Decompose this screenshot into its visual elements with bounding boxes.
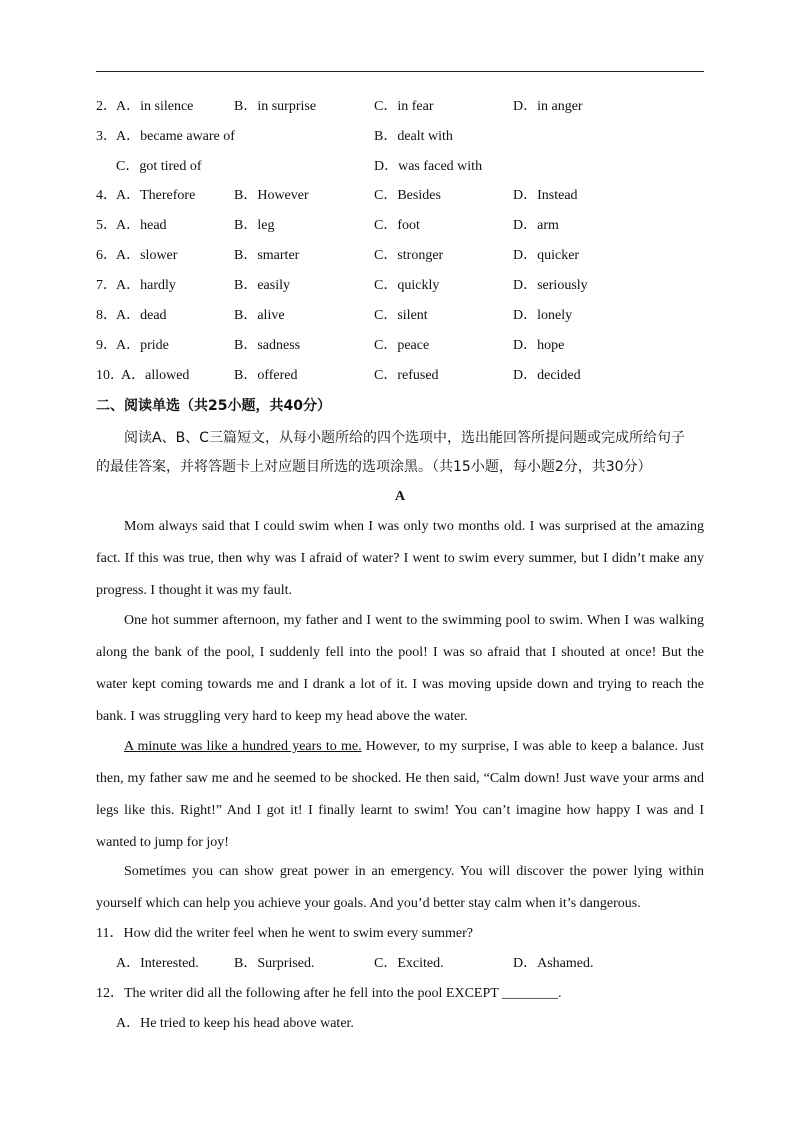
option-c: C．got tired of [116, 159, 202, 174]
option-b: B．alive [234, 308, 285, 323]
passage-p2-line1: One hot summer afternoon, my father and I went to the swimming pool to swim. When I was walking [124, 613, 704, 628]
question-number: 8． [96, 308, 117, 323]
question-number: 2． [96, 99, 117, 114]
option-d: D．lonely [513, 308, 573, 323]
option-b: B．easily [234, 278, 290, 293]
option-d: D．Ashamed. [513, 956, 594, 971]
header-rule [96, 71, 704, 72]
option-c: C．foot [374, 218, 420, 233]
option-a: A．pride [116, 338, 169, 353]
option-a: A．Therefore [116, 188, 196, 203]
option-d: D．quicker [513, 248, 580, 263]
option-b: B．in surprise [234, 99, 317, 114]
option-a: A．head [116, 218, 167, 233]
question-number: 5． [96, 218, 117, 233]
option-d: D．hope [513, 338, 565, 353]
underlined-sentence: A minute was like a hundred years to me. [124, 739, 362, 754]
passage-title: A [394, 489, 406, 504]
passage-p2-line4: bank. I was struggling very hard to keep my head above the water. [96, 709, 468, 724]
option-b: B．sadness [234, 338, 301, 353]
question-number: 10． [96, 368, 124, 383]
option-c: C．Excited. [374, 956, 444, 971]
passage-p3-line4: wanted to jump for joy! [96, 835, 229, 850]
option-a: A．in silence [116, 99, 194, 114]
question-12-stem: 12．The writer did all the following after he fell into the pool EXCEPT ________. [96, 986, 562, 1001]
option-c: C．refused [374, 368, 439, 383]
question-11-stem: 11．How did the writer feel when he went to swim every summer? [96, 926, 473, 941]
option-d: D．arm [513, 218, 559, 233]
option-b: B．offered [234, 368, 298, 383]
option-c: C．Besides [374, 188, 441, 203]
option-b: B．dealt with [374, 129, 453, 144]
passage-p4-line1: Sometimes you can show great power in an emergency. You will discover the power lying within [124, 864, 704, 879]
option-c: C．in fear [374, 99, 434, 114]
option-a: A．became aware of [116, 129, 235, 144]
option-a: A．Interested. [116, 956, 199, 971]
question-number: 4． [96, 188, 117, 203]
option-b: B．smarter [234, 248, 300, 263]
passage-p1-line1: Mom always said that I could swim when I was only two months old. I was surprised at the amazing [124, 519, 704, 534]
option-c: C．silent [374, 308, 428, 323]
option-d: D．decided [513, 368, 581, 383]
option-a: A．He tried to keep his head above water. [116, 1016, 354, 1031]
passage-p2-line2: along the bank of the pool, I suddenly fell into the pool! I was so afraid that I shouted at once! But the [96, 645, 704, 660]
option-c: C．peace [374, 338, 430, 353]
question-number: 9． [96, 338, 117, 353]
option-d: D．was faced with [374, 159, 483, 174]
option-c: C．stronger [374, 248, 444, 263]
passage-p2-line3: water kept coming towards me and I drank a lot of it. I was moving upside down and trying to reach the [96, 677, 704, 692]
passage-p1-line2: fact. If this was true, then why was I afraid of water? I went to swim every summer, but I didn’t make any [96, 551, 704, 566]
option-d: D．in anger [513, 99, 583, 114]
question-number: 6． [96, 248, 117, 263]
option-a: A．hardly [116, 278, 176, 293]
passage-p3-line2: then, my father saw me and he seemed to be shocked. He then said, “Calm down! Just wave your arms and [96, 771, 704, 786]
option-b: B．Surprised. [234, 956, 315, 971]
option-d: D．Instead [513, 188, 578, 203]
section-instruction-line2: 的最佳答案，并将答题卡上对应题目所选的选项涂黑。（共15小题，每小题2分，共30分） [96, 459, 652, 475]
option-a: A．slower [116, 248, 178, 263]
passage-p4-line2: yourself which can help you achieve your goals. And you’d better stay calm when it’s dangerous. [96, 896, 641, 911]
passage-p3-line1 [124, 736, 704, 758]
option-a: A．allowed [121, 368, 190, 383]
option-b: B．leg [234, 218, 275, 233]
section-instruction-line1: 阅读A、B、C三篇短文，从每小题所给的四个选项中，选出能回答所提问题或完成所给句子 [124, 430, 685, 446]
option-c: C．quickly [374, 278, 440, 293]
option-a: A．dead [116, 308, 167, 323]
passage-p3-line3: legs like this. Right!” And I got it! I finally learnt to swim! You can’t imagine how happy I was and I [96, 803, 704, 818]
section-title: 二、阅读单选（共25小题，共40分） [96, 398, 331, 414]
question-number: 7． [96, 278, 117, 293]
question-number: 3． [96, 129, 117, 144]
option-d: D．seriously [513, 278, 588, 293]
option-b: B．However [234, 188, 309, 203]
passage-p1-line3: progress. I thought it was my fault. [96, 583, 292, 598]
passage-p3-line1-rest: However, to my surprise, I was able to keep a balance. Just [361, 739, 705, 754]
